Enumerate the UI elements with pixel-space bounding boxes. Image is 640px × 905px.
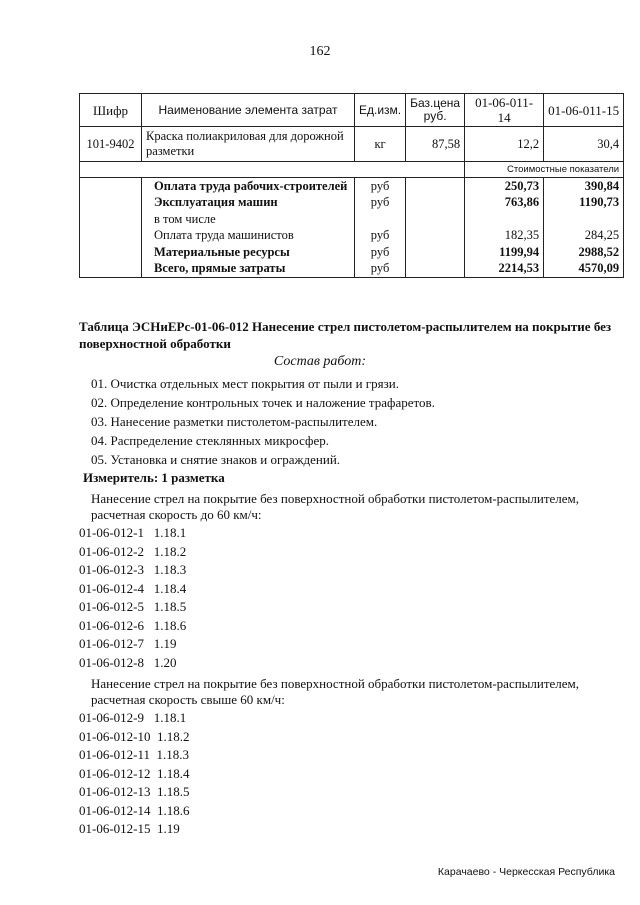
summary-unit: руб [355, 261, 406, 278]
material-v1: 12,2 [465, 127, 544, 162]
summary-row [80, 195, 624, 212]
header-unit: Ед.изм. [355, 94, 406, 127]
code-item: 01-06-012-13 1.18.5 [79, 784, 190, 799]
header-col1: 01-06-011-14 [465, 94, 544, 127]
code-item: 01-06-012-8 1.20 [79, 654, 177, 670]
code-item: 01-06-012-5 1.18.5 [79, 599, 187, 614]
section [0, 318, 640, 841]
material-code: 101-9402 [80, 127, 142, 162]
footer-region: Карачаево - Черкесская Республика [437, 866, 615, 878]
operation-item: 02. Определение контрольных точек и наложение трафаретов. [91, 395, 435, 410]
material-v2: 30,4 [544, 127, 624, 162]
header-base-price [406, 94, 465, 127]
summary-v1: 182,35 [465, 228, 544, 245]
cost-table [79, 93, 624, 278]
material-name: Краска полиакриловая для дорожной разметки [142, 127, 355, 162]
header-name: Наименование элемента затрат [142, 94, 355, 127]
operation-item: 04. Распределение стеклянных микросфер. [91, 433, 329, 448]
summary-unit [355, 211, 406, 228]
summary-v2: 2988,52 [544, 244, 624, 261]
code-list [0, 709, 640, 839]
summary-unit: руб [355, 195, 406, 212]
code-item: 01-06-012-4 1.18.4 [79, 580, 187, 596]
summary-v2: 1190,73 [544, 195, 624, 212]
code-item: 01-06-012-11 1.18.3 [79, 747, 190, 762]
summary-row [80, 261, 624, 278]
section-title: Таблица ЭСНиЕРс-01-06-012 Нанесение стрел пистолетом-распылителем на покрытие без поверхностной обработки [79, 319, 612, 351]
summary-row [80, 244, 624, 261]
summary-v2: 284,25 [544, 228, 624, 245]
material-row [80, 127, 624, 162]
groups [0, 491, 640, 839]
summary-v2: 390,84 [544, 178, 624, 195]
summary-label: Всего, прямые затраты [142, 261, 355, 278]
summary-label: Оплата труда рабочих-строителей [142, 178, 355, 195]
summary-label: Материальные ресурсы [142, 244, 355, 261]
summary-v1: 1199,94 [465, 244, 544, 261]
summary-row [80, 211, 624, 228]
summary-v1: 250,73 [465, 178, 544, 195]
summary-v2 [544, 211, 624, 228]
summary-unit: руб [355, 178, 406, 195]
code-item: 01-06-012-3 1.18.3 [79, 562, 187, 577]
summary-label: Эксплуатация машин [142, 195, 355, 212]
summary-v1 [465, 211, 544, 228]
summary-v2: 4570,09 [544, 261, 624, 278]
summary-v1: 763,86 [465, 195, 544, 212]
summary-row [80, 178, 624, 195]
caption-row [80, 162, 624, 178]
page-number: 162 [309, 44, 331, 59]
code-item: 01-06-012-7 1.19 [79, 636, 177, 651]
operation-item: 01. Очистка отдельных мест покрытия от пыли и грязи. [91, 376, 399, 391]
operation-item: 03. Нанесение разметки пистолетом-распылителем. [91, 414, 378, 429]
group-description: Нанесение стрел на покрытие без поверхностной обработки пистолетом-распылителем, расчетная скорость свыше 60 км/ч: [91, 676, 580, 707]
code-item: 01-06-012-10 1.18.2 [79, 728, 190, 744]
code-item: 01-06-012-2 1.18.2 [79, 543, 187, 559]
summary-label: в том числе [142, 211, 355, 228]
summary-unit: руб [355, 244, 406, 261]
header-base-price-line2: руб. [423, 109, 447, 123]
summary-row [80, 228, 624, 245]
measure: Измеритель: 1 разметка [83, 470, 225, 485]
code-list [0, 524, 640, 672]
operation-item: 05. Установка и снятие знаков и ограждений. [91, 452, 341, 467]
table-header-row [80, 94, 624, 127]
material-unit: кг [355, 127, 406, 162]
summary-v1: 2214,53 [465, 261, 544, 278]
header-code: Шифр [80, 94, 142, 127]
code-item: 01-06-012-6 1.18.6 [79, 617, 187, 633]
cost-indicators-caption: Стоимостные показатели [465, 162, 624, 178]
code-item: 01-06-012-14 1.18.6 [79, 802, 190, 818]
code-item: 01-06-012-15 1.19 [79, 821, 180, 836]
code-item: 01-06-012-9 1.18.1 [79, 710, 187, 725]
summary-unit: руб [355, 228, 406, 245]
group-description: Нанесение стрел на покрытие без поверхностной обработки пистолетом-распылителем, расчетная скорость до 60 км/ч: [91, 491, 580, 522]
operations-list [0, 374, 640, 469]
summary-rows [80, 178, 624, 278]
work-heading: Состав работ: [273, 354, 367, 369]
summary-label: Оплата труда машинистов [142, 228, 355, 245]
header-col2: 01-06-011-15 [544, 94, 624, 127]
header-base-price-line1: Баз.цена [410, 96, 461, 110]
code-item: 01-06-012-12 1.18.4 [79, 765, 190, 781]
material-price: 87,58 [406, 127, 465, 162]
code-item: 01-06-012-1 1.18.1 [79, 525, 187, 540]
